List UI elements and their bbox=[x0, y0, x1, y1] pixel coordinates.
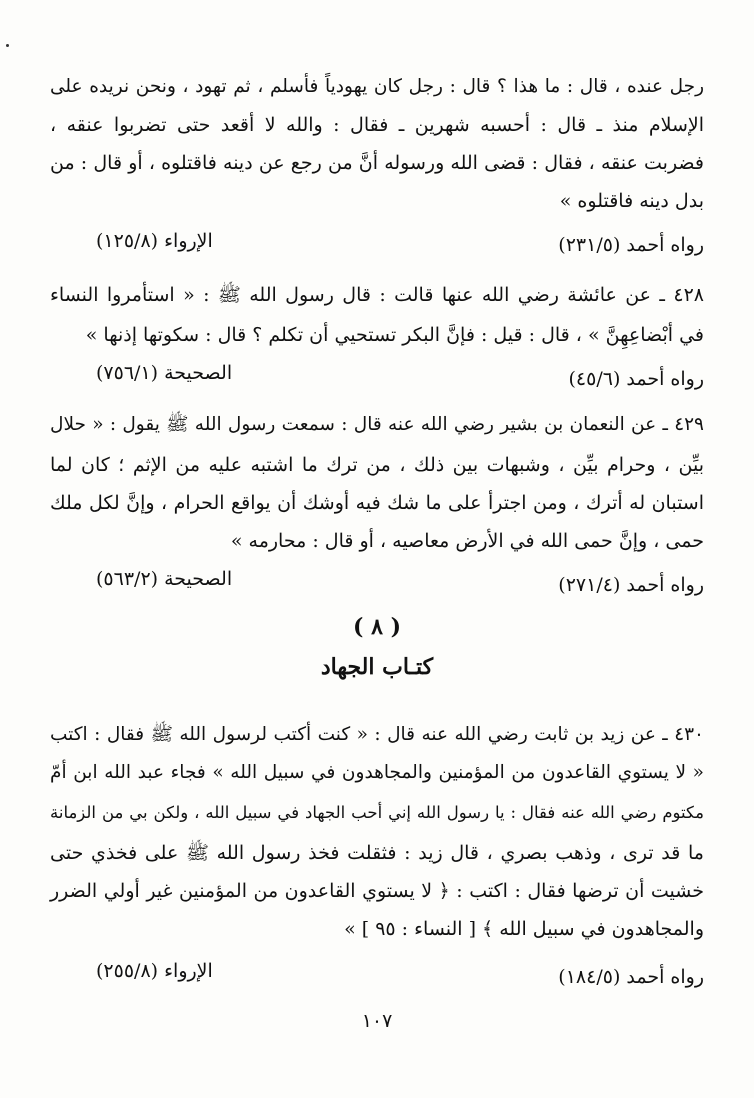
hadith-428-line: ٤٢٨ ـ عن عائشة رضي الله عنها قالت : قال رسول الله ﷺ : « استأمروا النساء bbox=[50, 284, 704, 306]
text-line: الإسلام منذ ـ قال : أحسبه شهرين ـ فقال : والله لا أقعد حتى تضربوا عنقه ، bbox=[50, 114, 704, 136]
source-citation: رواه أحمد (١٨٤/٥) bbox=[558, 966, 704, 988]
text-line: فضربت عنقه ، فقال : قضى الله ورسوله أنَّ من رجع عن دينه فاقتلوه ، أو قال : من bbox=[50, 152, 704, 174]
hadith-429-line: بيِّن ، وحرام بيِّن ، وشبهات بين ذلك ، من ترك ما اشتبه عليه من الإثم ؛ كان لما bbox=[50, 454, 704, 476]
chapter-number: ( ٨ ) bbox=[353, 614, 401, 640]
hadith-430-line: مكتوم رضي الله عنه فقال : يا رسول الله إني أحب الجهاد في سبيل الله ، ولكن بي من الزمانة bbox=[50, 803, 704, 822]
hadith-429-line: ٤٢٩ ـ عن النعمان بن بشير رضي الله عنه قال : سمعت رسول الله ﷺ يقول : « حلال bbox=[50, 414, 704, 435]
source-citation: رواه أحمد (٢٣١/٥) bbox=[558, 234, 704, 256]
source-citation: رواه أحمد (٤٥/٦) bbox=[568, 368, 704, 390]
page-mark bbox=[6, 44, 9, 47]
hadith-430-line: والمجاهدون في سبيل الله ﴾ [ النساء : ٩٥ ] » bbox=[344, 918, 704, 940]
hadith-429-line: حمى ، وإنَّ حمى الله في الأرض معاصيه ، أو قال : محارمه » bbox=[230, 530, 704, 552]
text-line: رجل عنده ، قال : ما هذا ؟ قال : رجل كان يهودياً فأسلم ، ثم تهود ، ونحن نريده على bbox=[50, 76, 705, 97]
book-title: كتـاب الجهاد bbox=[320, 654, 434, 680]
hadith-430-line: ما قد ترى ، وذهب بصري ، قال زيد : فثقلت فخذ رسول الله ﷺ على فخذي حتى bbox=[50, 842, 704, 864]
hadith-429-line: استبان له أترك ، ومن اجترأ على ما شك فيه أوشك أن يواقع الحرام ، وإنَّ لكل ملك bbox=[50, 492, 704, 514]
grading-reference: الإرواء (٢٥٥/٨) bbox=[96, 960, 213, 982]
source-citation: رواه أحمد (٢٧١/٤) bbox=[558, 574, 704, 596]
grading-reference: الصحيحة (٥٦٣/٢) bbox=[96, 568, 233, 590]
hadith-430-line: ٤٣٠ ـ عن زيد بن ثابت رضي الله عنه قال : « كنت أكتب لرسول الله ﷺ فقال : اكتب bbox=[50, 724, 704, 745]
hadith-430-line: خشيت أن ترضها فقال : اكتب : ﴿ لا يستوي القاعدون من المؤمنين غير أولي الضرر bbox=[50, 880, 704, 902]
text-line: بدل دينه فاقتلوه » bbox=[559, 190, 704, 212]
hadith-428-line: في أبْضاعِهِنَّ » ، قال : قيل : فإنَّ البكر تستحيي أن تكلم ؟ قال : سكوتها إذنها » bbox=[85, 324, 704, 346]
grading-reference: الصحيحة (٧٥٦/١) bbox=[96, 362, 233, 384]
page-number: ١٠٧ bbox=[361, 1010, 393, 1032]
grading-reference: الإرواء (١٢٥/٨) bbox=[96, 230, 213, 252]
hadith-430-line: « لا يستوي القاعدون من المؤمنين والمجاهدون في سبيل الله » فجاء عبد الله ابن أمّ bbox=[50, 762, 704, 783]
